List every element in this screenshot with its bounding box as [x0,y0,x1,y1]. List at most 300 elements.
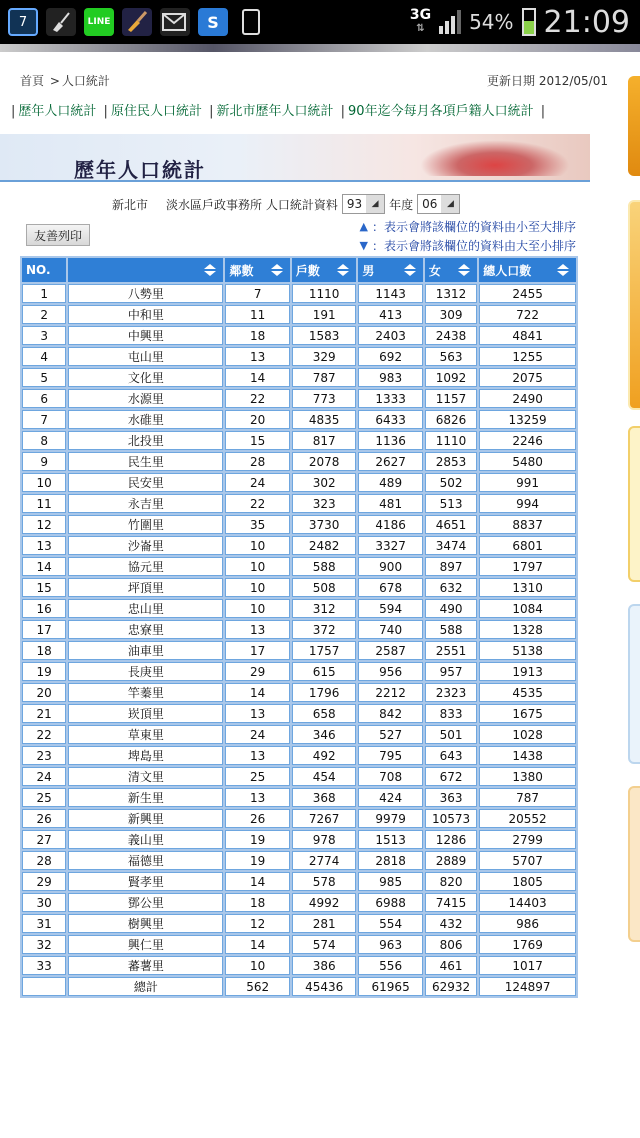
table-cell-male: 527 [358,725,422,744]
column-header-total[interactable] [479,258,576,282]
table-cell-lin: 17 [225,641,289,660]
table-row [22,494,576,513]
table-cell-lin: 18 [225,893,289,912]
table-cell-hu: 368 [292,788,356,807]
table-cell-female: 2551 [425,641,477,660]
table-cell-hu: 346 [292,725,356,744]
table-cell-male: 1333 [358,389,422,408]
table-cell-name: 油車里 [68,641,223,660]
total-cell-no [22,977,66,996]
table-cell-no: 11 [22,494,66,513]
table-cell-female: 10573 [425,809,477,828]
table-cell-lin: 22 [225,389,289,408]
table-cell-name: 水碓里 [68,410,223,429]
table-cell-no: 31 [22,914,66,933]
sort-toggle-icon[interactable] [556,263,570,277]
table-cell-female: 502 [425,473,477,492]
update-date: 更新日期 2012/05/01 [487,74,608,88]
table-cell-total: 5480 [479,452,576,471]
table-cell-male: 556 [358,956,422,975]
table-cell-total: 8837 [479,515,576,534]
table-cell-total: 4535 [479,683,576,702]
table-row [22,704,576,723]
legend-asc-text: ：表示會將該欄位的資料由小至大排序 [371,220,576,234]
table-cell-hu: 386 [292,956,356,975]
table-cell-male: 2403 [358,326,422,345]
table-cell-total: 5707 [479,851,576,870]
line-app-icon: LINE [84,8,114,36]
legend-asc [360,218,576,235]
table-cell-lin: 19 [225,851,289,870]
table-cell-total: 1675 [479,704,576,723]
table-cell-male: 708 [358,767,422,786]
table-cell-name: 埤島里 [68,746,223,765]
table-row [22,662,576,681]
table-cell-male: 424 [358,788,422,807]
table-cell-female: 1110 [425,431,477,450]
table-cell-no: 13 [22,536,66,555]
sort-toggle-icon[interactable] [403,263,417,277]
table-cell-hu: 312 [292,599,356,618]
table-row [22,452,576,471]
table-cell-hu: 191 [292,305,356,324]
table-cell-total: 4841 [479,326,576,345]
table-row [22,620,576,639]
total-cell-hu: 45436 [292,977,356,996]
column-header-male[interactable] [358,258,422,282]
clock: 21:09 [543,4,630,40]
page-title: 歷年人口統計 [74,158,206,180]
table-row [22,305,576,324]
table-row [22,893,576,912]
table-row [22,431,576,450]
table-cell-name: 永吉里 [68,494,223,513]
table-cell-male: 9979 [358,809,422,828]
breadcrumb-current[interactable]: 人口統計 [61,74,110,88]
table-cell-hu: 1757 [292,641,356,660]
table-row [22,557,576,576]
filter-office: 淡水區戶政事務所 人口統計資料 [166,197,338,212]
table-cell-total: 1017 [479,956,576,975]
table-cell-lin: 22 [225,494,289,513]
table-cell-male: 692 [358,347,422,366]
breadcrumb-sep: > [49,74,60,88]
table-cell-total: 1084 [479,599,576,618]
table-cell-female: 1092 [425,368,477,387]
table-cell-male: 740 [358,620,422,639]
column-header-name[interactable] [68,258,223,282]
table-cell-name: 長庚里 [68,662,223,681]
table-cell-hu: 1110 [292,284,356,303]
table-row [22,347,576,366]
column-header-label: 總人口數 [483,263,532,278]
table-cell-lin: 26 [225,809,289,828]
table-cell-female: 3474 [425,536,477,555]
calendar-icon: 7 [8,8,38,36]
table-cell-no: 30 [22,893,66,912]
table-cell-hu: 2078 [292,452,356,471]
table-cell-female: 490 [425,599,477,618]
print-button[interactable]: 友善列印 [26,224,90,246]
table-row [22,767,576,786]
table-cell-lin: 13 [225,704,289,723]
table-cell-lin: 13 [225,620,289,639]
table-cell-name: 興仁里 [68,935,223,954]
table-cell-total: 5138 [479,641,576,660]
table-cell-hu: 4992 [292,893,356,912]
table-cell-total: 1310 [479,578,576,597]
table-cell-lin: 10 [225,599,289,618]
table-row [22,368,576,387]
table-cell-lin: 20 [225,410,289,429]
column-header-no [22,258,66,282]
table-cell-lin: 15 [225,431,289,450]
filter-city: 新北市 [112,197,149,212]
table-cell-male: 489 [358,473,422,492]
chevron-down-icon: ◢ [366,195,384,213]
table-cell-name: 北投里 [68,431,223,450]
table-row [22,599,576,618]
table-cell-female: 1312 [425,284,477,303]
column-header-label: 戶數 [295,263,320,278]
table-cell-no: 5 [22,368,66,387]
table-cell-hu: 281 [292,914,356,933]
table-row [22,956,576,975]
table-row [22,830,576,849]
sort-asc-icon: ▲ [359,220,368,233]
table-cell-no: 12 [22,515,66,534]
total-cell-name: 總計 [68,977,223,996]
table-cell-female: 513 [425,494,477,513]
table-cell-name: 崁頂里 [68,704,223,723]
table-cell-female: 833 [425,704,477,723]
table-cell-male: 2587 [358,641,422,660]
table-row [22,641,576,660]
table-cell-no: 20 [22,683,66,702]
table-row [22,935,576,954]
table-cell-female: 897 [425,557,477,576]
banner-divider [0,180,590,182]
table-cell-name: 八勢里 [68,284,223,303]
sort-desc-icon: ▼ [359,239,368,252]
filter-bar [112,194,464,214]
sidebar-promo-3[interactable] [628,426,640,582]
table-cell-no: 22 [22,725,66,744]
table-cell-lin: 29 [225,662,289,681]
table-cell-lin: 19 [225,830,289,849]
column-header-label: 鄰數 [229,263,254,278]
sidebar-promo-4[interactable] [628,604,640,764]
total-cell-total: 124897 [479,977,576,996]
table-cell-name: 民安里 [68,473,223,492]
table-row [22,809,576,828]
table-cell-male: 3327 [358,536,422,555]
table-cell-female: 501 [425,725,477,744]
table-cell-male: 842 [358,704,422,723]
table-cell-male: 6988 [358,893,422,912]
table-cell-total: 2075 [479,368,576,387]
table-cell-hu: 1583 [292,326,356,345]
table-cell-female: 1286 [425,830,477,849]
sort-toggle-icon[interactable] [457,263,471,277]
table-cell-total: 1255 [479,347,576,366]
battery-percent: 54% [469,10,514,34]
table-cell-no: 28 [22,851,66,870]
table-cell-female: 2889 [425,851,477,870]
table-cell-male: 554 [358,914,422,933]
table-cell-male: 413 [358,305,422,324]
table-cell-hu: 508 [292,578,356,597]
table-cell-total: 787 [479,788,576,807]
table-cell-lin: 12 [225,914,289,933]
table-cell-lin: 7 [225,284,289,303]
network-indicator: 3G ⇅ [409,7,432,34]
right-sidebar [624,0,640,1086]
table-cell-name: 樹興里 [68,914,223,933]
table-cell-no: 33 [22,956,66,975]
table-cell-hu: 574 [292,935,356,954]
table-cell-hu: 3730 [292,515,356,534]
table-cell-female: 1157 [425,389,477,408]
table-cell-hu: 372 [292,620,356,639]
table-row [22,872,576,891]
table-cell-hu: 588 [292,557,356,576]
table-cell-lin: 14 [225,368,289,387]
table-cell-lin: 25 [225,767,289,786]
table-header-row [22,258,576,282]
table-row [22,746,576,765]
table-cell-female: 461 [425,956,477,975]
table-row [22,788,576,807]
table-cell-total: 1028 [479,725,576,744]
table-cell-hu: 492 [292,746,356,765]
table-cell-no: 29 [22,872,66,891]
table-row [22,914,576,933]
table-cell-name: 義山里 [68,830,223,849]
table-cell-name: 新興里 [68,809,223,828]
nav-link-monthly[interactable]: 90年迄今每月各項戶籍人口統計 [348,104,534,119]
table-cell-hu: 658 [292,704,356,723]
table-row [22,389,576,408]
nav-link-yearly[interactable]: 歷年人口統計 [18,104,97,119]
table-cell-total: 722 [479,305,576,324]
boat-image [420,140,570,176]
table-cell-no: 15 [22,578,66,597]
legend-desc [360,237,576,254]
table-cell-total: 2799 [479,830,576,849]
table-cell-total: 2455 [479,284,576,303]
table-cell-lin: 18 [225,326,289,345]
table-cell-no: 6 [22,389,66,408]
column-header-lin[interactable] [225,258,289,282]
column-header-hu[interactable] [292,258,356,282]
table-cell-total: 1380 [479,767,576,786]
total-cell-male: 61965 [358,977,422,996]
table-cell-lin: 13 [225,788,289,807]
table-row [22,536,576,555]
table-cell-hu: 1796 [292,683,356,702]
sidebar-promo-2[interactable] [628,200,640,410]
table-cell-no: 21 [22,704,66,723]
table-cell-total: 2490 [479,389,576,408]
table-cell-no: 10 [22,473,66,492]
column-header-label: 男 [362,263,375,278]
table-cell-female: 6826 [425,410,477,429]
table-cell-name: 清文里 [68,767,223,786]
table-cell-hu: 773 [292,389,356,408]
table-cell-male: 1513 [358,830,422,849]
legend-desc-text: ：表示會將該欄位的資料由大至小排序 [371,239,576,253]
table-cell-no: 23 [22,746,66,765]
table-cell-no: 18 [22,641,66,660]
table-cell-name: 賢孝里 [68,872,223,891]
table-row [22,473,576,492]
table-cell-no: 9 [22,452,66,471]
table-cell-total: 1913 [479,662,576,681]
table-cell-name: 竿蓁里 [68,683,223,702]
table-cell-hu: 329 [292,347,356,366]
table-cell-lin: 13 [225,347,289,366]
table-cell-name: 新生里 [68,788,223,807]
table-cell-lin: 14 [225,683,289,702]
table-row [22,851,576,870]
sort-toggle-icon[interactable] [336,263,350,277]
table-cell-female: 309 [425,305,477,324]
nav-link-aboriginal[interactable]: 原住民人口統計 [110,104,202,119]
table-cell-lin: 13 [225,746,289,765]
table-cell-no: 32 [22,935,66,954]
breadcrumb-home[interactable]: 首頁 [20,74,45,88]
table-cell-female: 4651 [425,515,477,534]
table-row [22,515,576,534]
table-cell-hu: 2774 [292,851,356,870]
table-cell-no: 17 [22,620,66,639]
table-cell-male: 2212 [358,683,422,702]
table-cell-hu: 454 [292,767,356,786]
table-cell-name: 忠山里 [68,599,223,618]
table-cell-name: 鄧公里 [68,893,223,912]
table-cell-name: 文化里 [68,368,223,387]
table-total-row [22,977,576,996]
skype-icon: S [198,8,228,36]
table-cell-total: 6801 [479,536,576,555]
table-cell-total: 1438 [479,746,576,765]
table-cell-total: 1328 [479,620,576,639]
table-cell-hu: 2482 [292,536,356,555]
table-cell-no: 24 [22,767,66,786]
table-cell-female: 820 [425,872,477,891]
table-cell-no: 26 [22,809,66,828]
table-cell-lin: 11 [225,305,289,324]
table-cell-lin: 10 [225,956,289,975]
table-cell-name: 協元里 [68,557,223,576]
sort-toggle-icon[interactable] [203,263,217,277]
table-cell-name: 屯山里 [68,347,223,366]
table-cell-total: 986 [479,914,576,933]
table-cell-name: 中和里 [68,305,223,324]
table-cell-hu: 7267 [292,809,356,828]
table-cell-name: 蕃薯里 [68,956,223,975]
month-select[interactable]: 06 ◢ [417,194,460,214]
table-cell-female: 588 [425,620,477,639]
chevron-down-icon: ◢ [441,195,459,213]
table-cell-hu: 4835 [292,410,356,429]
table-cell-male: 963 [358,935,422,954]
table-row [22,326,576,345]
table-cell-name: 忠寮里 [68,620,223,639]
table-cell-no: 27 [22,830,66,849]
table-cell-lin: 14 [225,872,289,891]
table-cell-female: 432 [425,914,477,933]
nav-links: | 歷年人口統計 | 原住民人口統計 | 新北市歷年人口統計 | 90年迄今每月各項戶籍人口統計 | [11,104,546,119]
table-cell-total: 994 [479,494,576,513]
table-cell-hu: 787 [292,368,356,387]
table-cell-female: 643 [425,746,477,765]
table-cell-female: 806 [425,935,477,954]
table-cell-hu: 615 [292,662,356,681]
table-cell-total: 20552 [479,809,576,828]
table-cell-male: 983 [358,368,422,387]
table-cell-male: 985 [358,872,422,891]
table-cell-male: 678 [358,578,422,597]
sidebar-promo-1[interactable] [628,76,640,176]
population-table [20,256,578,998]
page-banner [0,134,590,180]
table-cell-male: 956 [358,662,422,681]
table-cell-female: 957 [425,662,477,681]
table-row [22,683,576,702]
table-cell-hu: 302 [292,473,356,492]
table-cell-no: 16 [22,599,66,618]
nav-link-ntpc-yearly[interactable]: 新北市歷年人口統計 [216,104,334,119]
table-cell-female: 7415 [425,893,477,912]
sidebar-promo-5[interactable] [628,786,640,942]
table-cell-male: 2627 [358,452,422,471]
year-select[interactable]: 93 ◢ [342,194,385,214]
table-cell-male: 1143 [358,284,422,303]
total-cell-lin: 562 [225,977,289,996]
table-cell-name: 草東里 [68,725,223,744]
table-cell-male: 795 [358,746,422,765]
table-cell-name: 水源里 [68,389,223,408]
sort-toggle-icon[interactable] [270,263,284,277]
table-cell-total: 991 [479,473,576,492]
table-cell-total: 2246 [479,431,576,450]
table-cell-total: 14403 [479,893,576,912]
table-cell-male: 481 [358,494,422,513]
table-cell-lin: 24 [225,473,289,492]
table-row [22,284,576,303]
table-cell-lin: 10 [225,536,289,555]
column-header-label: NO. [26,263,51,277]
table-cell-no: 2 [22,305,66,324]
table-cell-name: 民生里 [68,452,223,471]
table-row [22,578,576,597]
column-header-female[interactable] [425,258,477,282]
table-cell-male: 2818 [358,851,422,870]
table-cell-female: 2853 [425,452,477,471]
table-cell-female: 2323 [425,683,477,702]
table-cell-male: 1136 [358,431,422,450]
table-cell-female: 672 [425,767,477,786]
table-cell-hu: 978 [292,830,356,849]
table-cell-hu: 817 [292,431,356,450]
table-cell-no: 14 [22,557,66,576]
breadcrumb [20,72,110,89]
table-cell-male: 6433 [358,410,422,429]
table-cell-female: 563 [425,347,477,366]
table-cell-lin: 10 [225,557,289,576]
